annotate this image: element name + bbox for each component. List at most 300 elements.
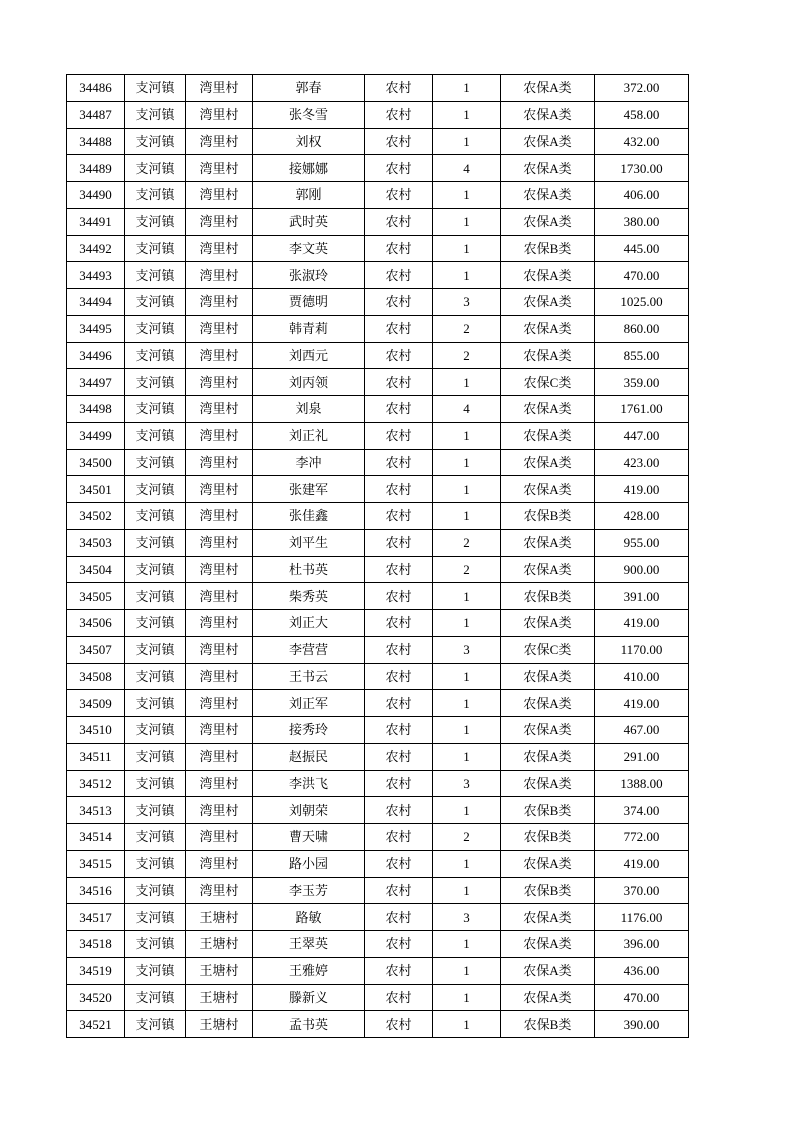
cell-id: 34505 [67, 583, 125, 610]
table-row [67, 155, 689, 182]
cell-count: 3 [433, 904, 501, 931]
cell-id: 34506 [67, 610, 125, 637]
cell-category: 农保A类 [501, 396, 595, 423]
cell-type: 农村 [365, 931, 433, 958]
table-row [67, 663, 689, 690]
cell-category: 农保A类 [501, 422, 595, 449]
cell-village: 王塘村 [186, 957, 253, 984]
cell-town: 支河镇 [125, 369, 186, 396]
cell-type: 农村 [365, 396, 433, 423]
cell-name: 韩青莉 [253, 315, 365, 342]
cell-name: 郭春 [253, 75, 365, 102]
cell-town: 支河镇 [125, 957, 186, 984]
cell-town: 支河镇 [125, 904, 186, 931]
cell-village: 王塘村 [186, 984, 253, 1011]
cell-amount: 374.00 [595, 797, 689, 824]
cell-amount: 445.00 [595, 235, 689, 262]
cell-id: 34490 [67, 182, 125, 209]
cell-type: 农村 [365, 636, 433, 663]
cell-village: 湾里村 [186, 690, 253, 717]
table-row [67, 208, 689, 235]
cell-village: 湾里村 [186, 182, 253, 209]
cell-village: 湾里村 [186, 208, 253, 235]
cell-town: 支河镇 [125, 636, 186, 663]
table-row [67, 877, 689, 904]
cell-name: 郭刚 [253, 182, 365, 209]
cell-id: 34519 [67, 957, 125, 984]
table-row [67, 128, 689, 155]
data-table [66, 74, 689, 1038]
cell-name: 刘西元 [253, 342, 365, 369]
cell-town: 支河镇 [125, 797, 186, 824]
table-row [67, 610, 689, 637]
cell-type: 农村 [365, 422, 433, 449]
cell-count: 2 [433, 556, 501, 583]
cell-count: 1 [433, 797, 501, 824]
cell-town: 支河镇 [125, 717, 186, 744]
cell-type: 农村 [365, 797, 433, 824]
cell-id: 34512 [67, 770, 125, 797]
cell-name: 王雅婷 [253, 957, 365, 984]
cell-category: 农保A类 [501, 315, 595, 342]
cell-name: 李冲 [253, 449, 365, 476]
cell-count: 1 [433, 422, 501, 449]
cell-village: 湾里村 [186, 583, 253, 610]
cell-town: 支河镇 [125, 556, 186, 583]
table-row [67, 529, 689, 556]
cell-id: 34501 [67, 476, 125, 503]
cell-count: 4 [433, 155, 501, 182]
cell-name: 张佳鑫 [253, 503, 365, 530]
cell-category: 农保C类 [501, 636, 595, 663]
cell-amount: 1170.00 [595, 636, 689, 663]
cell-town: 支河镇 [125, 503, 186, 530]
cell-name: 路敏 [253, 904, 365, 931]
cell-type: 农村 [365, 877, 433, 904]
cell-category: 农保A类 [501, 182, 595, 209]
table-row [67, 422, 689, 449]
table-row [67, 75, 689, 102]
cell-town: 支河镇 [125, 770, 186, 797]
cell-id: 34492 [67, 235, 125, 262]
cell-id: 34496 [67, 342, 125, 369]
cell-name: 李文英 [253, 235, 365, 262]
table-row [67, 717, 689, 744]
cell-amount: 423.00 [595, 449, 689, 476]
cell-type: 农村 [365, 957, 433, 984]
cell-town: 支河镇 [125, 342, 186, 369]
cell-id: 34491 [67, 208, 125, 235]
cell-town: 支河镇 [125, 663, 186, 690]
cell-category: 农保B类 [501, 797, 595, 824]
cell-amount: 1730.00 [595, 155, 689, 182]
cell-category: 农保A类 [501, 770, 595, 797]
cell-id: 34489 [67, 155, 125, 182]
cell-category: 农保B类 [501, 824, 595, 851]
cell-amount: 419.00 [595, 850, 689, 877]
table-row [67, 931, 689, 958]
cell-amount: 470.00 [595, 262, 689, 289]
cell-type: 农村 [365, 690, 433, 717]
table-row [67, 957, 689, 984]
table-row [67, 289, 689, 316]
cell-village: 湾里村 [186, 717, 253, 744]
cell-amount: 855.00 [595, 342, 689, 369]
cell-name: 张冬雪 [253, 101, 365, 128]
cell-village: 湾里村 [186, 422, 253, 449]
cell-type: 农村 [365, 610, 433, 637]
table-row [67, 984, 689, 1011]
cell-type: 农村 [365, 743, 433, 770]
cell-type: 农村 [365, 315, 433, 342]
cell-count: 1 [433, 503, 501, 530]
table-row [67, 396, 689, 423]
cell-town: 支河镇 [125, 262, 186, 289]
cell-id: 34516 [67, 877, 125, 904]
cell-type: 农村 [365, 369, 433, 396]
cell-count: 1 [433, 182, 501, 209]
table-row [67, 556, 689, 583]
cell-village: 湾里村 [186, 396, 253, 423]
cell-village: 湾里村 [186, 877, 253, 904]
cell-name: 王书云 [253, 663, 365, 690]
cell-category: 农保A类 [501, 208, 595, 235]
cell-id: 34508 [67, 663, 125, 690]
cell-count: 1 [433, 850, 501, 877]
cell-category: 农保B类 [501, 503, 595, 530]
cell-amount: 370.00 [595, 877, 689, 904]
cell-category: 农保B类 [501, 583, 595, 610]
cell-type: 农村 [365, 1011, 433, 1038]
table-row [67, 503, 689, 530]
cell-amount: 410.00 [595, 663, 689, 690]
cell-name: 刘朝荣 [253, 797, 365, 824]
table-row [67, 449, 689, 476]
cell-town: 支河镇 [125, 422, 186, 449]
cell-id: 34502 [67, 503, 125, 530]
cell-count: 2 [433, 529, 501, 556]
cell-town: 支河镇 [125, 850, 186, 877]
cell-type: 农村 [365, 850, 433, 877]
cell-count: 1 [433, 583, 501, 610]
cell-village: 湾里村 [186, 663, 253, 690]
cell-count: 1 [433, 931, 501, 958]
cell-town: 支河镇 [125, 824, 186, 851]
cell-village: 湾里村 [186, 289, 253, 316]
cell-name: 李营营 [253, 636, 365, 663]
cell-town: 支河镇 [125, 235, 186, 262]
cell-name: 李玉芳 [253, 877, 365, 904]
cell-count: 1 [433, 235, 501, 262]
cell-town: 支河镇 [125, 449, 186, 476]
cell-amount: 380.00 [595, 208, 689, 235]
cell-count: 1 [433, 369, 501, 396]
cell-village: 湾里村 [186, 75, 253, 102]
cell-village: 王塘村 [186, 931, 253, 958]
cell-town: 支河镇 [125, 315, 186, 342]
cell-count: 1 [433, 717, 501, 744]
cell-type: 农村 [365, 155, 433, 182]
cell-type: 农村 [365, 556, 433, 583]
cell-name: 武时英 [253, 208, 365, 235]
cell-amount: 432.00 [595, 128, 689, 155]
cell-type: 农村 [365, 182, 433, 209]
table-row [67, 1011, 689, 1038]
cell-name: 王翠英 [253, 931, 365, 958]
cell-type: 农村 [365, 529, 433, 556]
cell-id: 34509 [67, 690, 125, 717]
cell-name: 柴秀英 [253, 583, 365, 610]
cell-id: 34487 [67, 101, 125, 128]
table-row [67, 690, 689, 717]
cell-amount: 1025.00 [595, 289, 689, 316]
cell-type: 农村 [365, 342, 433, 369]
cell-category: 农保A类 [501, 690, 595, 717]
cell-count: 1 [433, 449, 501, 476]
cell-category: 农保B类 [501, 235, 595, 262]
cell-name: 张淑玲 [253, 262, 365, 289]
cell-amount: 391.00 [595, 583, 689, 610]
cell-count: 1 [433, 663, 501, 690]
table-row [67, 636, 689, 663]
cell-type: 农村 [365, 904, 433, 931]
cell-amount: 447.00 [595, 422, 689, 449]
cell-town: 支河镇 [125, 931, 186, 958]
table-row [67, 850, 689, 877]
cell-name: 路小园 [253, 850, 365, 877]
cell-amount: 419.00 [595, 610, 689, 637]
cell-category: 农保A类 [501, 75, 595, 102]
cell-count: 1 [433, 101, 501, 128]
cell-count: 1 [433, 957, 501, 984]
cell-town: 支河镇 [125, 610, 186, 637]
cell-type: 农村 [365, 449, 433, 476]
cell-village: 湾里村 [186, 128, 253, 155]
cell-name: 张建军 [253, 476, 365, 503]
cell-count: 2 [433, 315, 501, 342]
cell-id: 34499 [67, 422, 125, 449]
cell-amount: 467.00 [595, 717, 689, 744]
cell-amount: 772.00 [595, 824, 689, 851]
table-row [67, 315, 689, 342]
cell-count: 2 [433, 824, 501, 851]
cell-amount: 1176.00 [595, 904, 689, 931]
cell-town: 支河镇 [125, 743, 186, 770]
cell-id: 34513 [67, 797, 125, 824]
cell-village: 湾里村 [186, 235, 253, 262]
cell-town: 支河镇 [125, 128, 186, 155]
cell-village: 湾里村 [186, 610, 253, 637]
table-body [67, 75, 689, 1038]
cell-id: 34521 [67, 1011, 125, 1038]
cell-category: 农保C类 [501, 369, 595, 396]
table-row [67, 824, 689, 851]
cell-amount: 372.00 [595, 75, 689, 102]
cell-count: 1 [433, 476, 501, 503]
cell-amount: 955.00 [595, 529, 689, 556]
cell-count: 1 [433, 610, 501, 637]
table-row [67, 583, 689, 610]
table-row [67, 369, 689, 396]
cell-id: 34518 [67, 931, 125, 958]
cell-count: 1 [433, 128, 501, 155]
cell-town: 支河镇 [125, 690, 186, 717]
cell-town: 支河镇 [125, 289, 186, 316]
cell-id: 34504 [67, 556, 125, 583]
cell-type: 农村 [365, 262, 433, 289]
cell-village: 湾里村 [186, 449, 253, 476]
cell-category: 农保A类 [501, 476, 595, 503]
cell-name: 刘正军 [253, 690, 365, 717]
cell-category: 农保B类 [501, 877, 595, 904]
cell-category: 农保A类 [501, 262, 595, 289]
cell-name: 贾德明 [253, 289, 365, 316]
cell-id: 34500 [67, 449, 125, 476]
cell-name: 接秀玲 [253, 717, 365, 744]
cell-name: 李洪飞 [253, 770, 365, 797]
cell-id: 34497 [67, 369, 125, 396]
cell-village: 湾里村 [186, 476, 253, 503]
cell-type: 农村 [365, 75, 433, 102]
cell-count: 3 [433, 636, 501, 663]
table-row [67, 101, 689, 128]
cell-amount: 860.00 [595, 315, 689, 342]
cell-count: 1 [433, 262, 501, 289]
table-row [67, 262, 689, 289]
cell-amount: 900.00 [595, 556, 689, 583]
cell-town: 支河镇 [125, 182, 186, 209]
cell-town: 支河镇 [125, 877, 186, 904]
cell-category: 农保A类 [501, 449, 595, 476]
cell-type: 农村 [365, 583, 433, 610]
cell-category: 农保A类 [501, 663, 595, 690]
cell-category: 农保A类 [501, 342, 595, 369]
cell-id: 34493 [67, 262, 125, 289]
cell-count: 1 [433, 984, 501, 1011]
cell-category: 农保A类 [501, 931, 595, 958]
table-row [67, 770, 689, 797]
cell-town: 支河镇 [125, 208, 186, 235]
cell-amount: 419.00 [595, 690, 689, 717]
cell-village: 王塘村 [186, 904, 253, 931]
cell-id: 34486 [67, 75, 125, 102]
cell-village: 湾里村 [186, 342, 253, 369]
cell-amount: 470.00 [595, 984, 689, 1011]
cell-category: 农保A类 [501, 904, 595, 931]
cell-name: 刘泉 [253, 396, 365, 423]
cell-town: 支河镇 [125, 75, 186, 102]
cell-village: 湾里村 [186, 770, 253, 797]
cell-amount: 428.00 [595, 503, 689, 530]
cell-name: 滕新义 [253, 984, 365, 1011]
cell-village: 湾里村 [186, 556, 253, 583]
table-row [67, 904, 689, 931]
cell-village: 湾里村 [186, 743, 253, 770]
cell-name: 刘平生 [253, 529, 365, 556]
cell-amount: 1761.00 [595, 396, 689, 423]
cell-village: 湾里村 [186, 503, 253, 530]
cell-amount: 1388.00 [595, 770, 689, 797]
cell-category: 农保A类 [501, 743, 595, 770]
cell-category: 农保A类 [501, 289, 595, 316]
cell-village: 湾里村 [186, 850, 253, 877]
cell-amount: 406.00 [595, 182, 689, 209]
cell-type: 农村 [365, 717, 433, 744]
cell-type: 农村 [365, 101, 433, 128]
cell-village: 湾里村 [186, 369, 253, 396]
table-row [67, 182, 689, 209]
cell-category: 农保A类 [501, 610, 595, 637]
cell-count: 1 [433, 208, 501, 235]
cell-type: 农村 [365, 503, 433, 530]
cell-village: 王塘村 [186, 1011, 253, 1038]
cell-name: 杜书英 [253, 556, 365, 583]
cell-town: 支河镇 [125, 101, 186, 128]
cell-id: 34515 [67, 850, 125, 877]
cell-category: 农保A类 [501, 101, 595, 128]
cell-count: 1 [433, 743, 501, 770]
cell-id: 34510 [67, 717, 125, 744]
table-row [67, 235, 689, 262]
cell-count: 1 [433, 75, 501, 102]
cell-count: 4 [433, 396, 501, 423]
cell-type: 农村 [365, 208, 433, 235]
cell-type: 农村 [365, 235, 433, 262]
cell-type: 农村 [365, 770, 433, 797]
cell-id: 34511 [67, 743, 125, 770]
cell-village: 湾里村 [186, 797, 253, 824]
cell-id: 34517 [67, 904, 125, 931]
cell-name: 赵振民 [253, 743, 365, 770]
cell-town: 支河镇 [125, 155, 186, 182]
cell-category: 农保B类 [501, 1011, 595, 1038]
cell-category: 农保A类 [501, 529, 595, 556]
cell-village: 湾里村 [186, 155, 253, 182]
cell-id: 34488 [67, 128, 125, 155]
cell-id: 34494 [67, 289, 125, 316]
cell-category: 农保A类 [501, 128, 595, 155]
cell-id: 34520 [67, 984, 125, 1011]
cell-town: 支河镇 [125, 1011, 186, 1038]
cell-town: 支河镇 [125, 984, 186, 1011]
cell-type: 农村 [365, 663, 433, 690]
cell-category: 农保A类 [501, 155, 595, 182]
cell-town: 支河镇 [125, 529, 186, 556]
cell-count: 3 [433, 289, 501, 316]
cell-count: 2 [433, 342, 501, 369]
cell-amount: 396.00 [595, 931, 689, 958]
cell-type: 农村 [365, 476, 433, 503]
cell-id: 34503 [67, 529, 125, 556]
cell-id: 34495 [67, 315, 125, 342]
cell-category: 农保A类 [501, 850, 595, 877]
cell-village: 湾里村 [186, 101, 253, 128]
cell-amount: 390.00 [595, 1011, 689, 1038]
cell-type: 农村 [365, 128, 433, 155]
cell-town: 支河镇 [125, 476, 186, 503]
cell-village: 湾里村 [186, 529, 253, 556]
cell-type: 农村 [365, 824, 433, 851]
cell-count: 1 [433, 877, 501, 904]
cell-category: 农保A类 [501, 556, 595, 583]
cell-village: 湾里村 [186, 636, 253, 663]
cell-count: 1 [433, 690, 501, 717]
cell-name: 接娜娜 [253, 155, 365, 182]
cell-name: 曹天啸 [253, 824, 365, 851]
table-row [67, 797, 689, 824]
cell-id: 34498 [67, 396, 125, 423]
cell-count: 3 [433, 770, 501, 797]
